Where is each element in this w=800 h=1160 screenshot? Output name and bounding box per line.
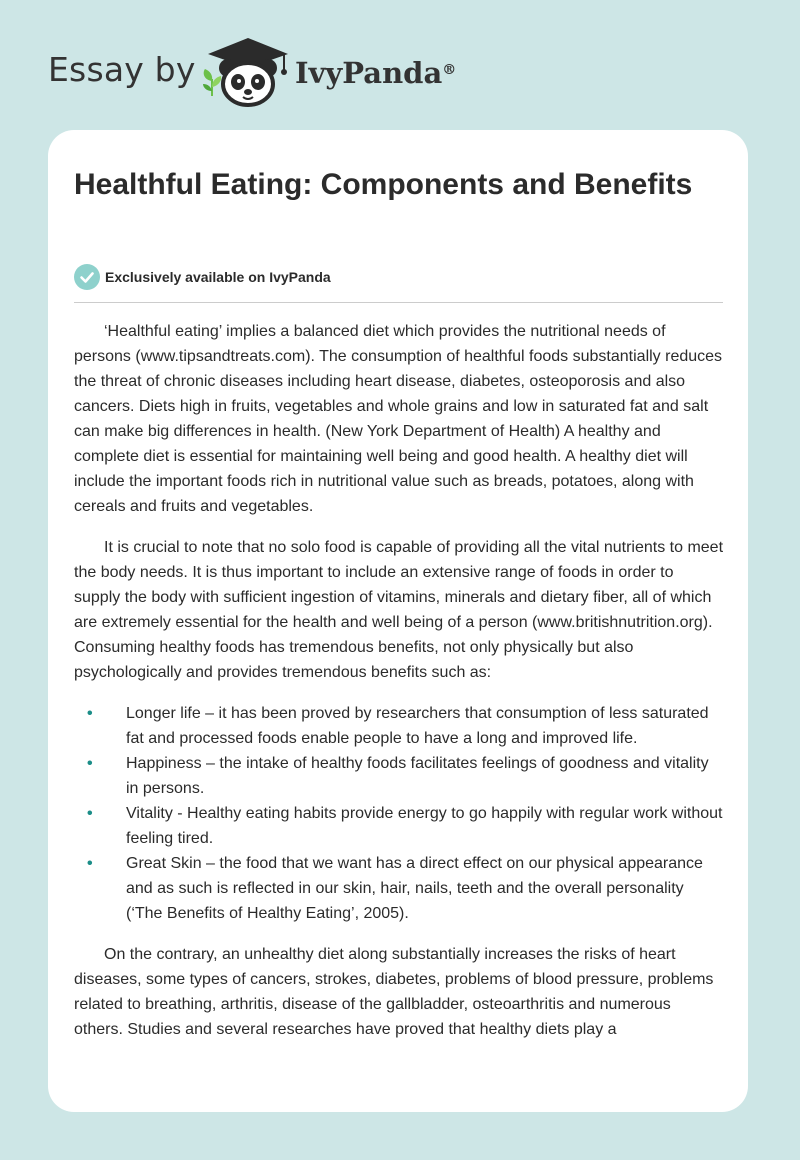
check-circle-icon: [74, 264, 100, 290]
bullet-icon: •: [87, 855, 93, 872]
exclusive-badge-text: Exclusively available on IvyPanda: [105, 269, 331, 285]
list-item-text: Vitality - Healthy eating habits provide energy to go happily with regular work without feeling tired.: [126, 805, 723, 847]
essay-body: [74, 319, 724, 1058]
bullet-icon: •: [87, 755, 93, 772]
divider: [74, 302, 723, 303]
essay-by-label: Essay by: [48, 50, 196, 89]
paragraph: On the contrary, an unhealthy diet along substantially increases the risks of heart diseases, some types of cancers, strokes, diabetes, problems of blood pressure, problems related to breathing, arthritis, disease of the gallbladder, osteoarthritis and numerous others. Studies and several researches have proved that healthy diets play a: [74, 946, 714, 1038]
brand-name[interactable]: [295, 53, 456, 93]
benefits-list: [74, 701, 724, 926]
essay-card: [48, 130, 748, 1112]
exclusive-badge: [74, 263, 331, 291]
panda-logo-icon[interactable]: [204, 36, 292, 108]
list-item: [74, 801, 724, 851]
list-item-text: Happiness – the intake of healthy foods facilitates feelings of goodness and vitality in persons.: [126, 755, 709, 797]
bullet-icon: •: [87, 705, 93, 722]
list-item-text: Great Skin – the food that we want has a direct effect on our physical appearance and as such is reflected in our skin, hair, nails, teeth and the overall personality (‘The Benefits of Healthy Eating’, 2005).: [126, 855, 703, 922]
list-item-text: Longer life – it has been proved by researchers that consumption of less saturated fat and processed foods enable people to have a long and improved life.: [126, 705, 709, 747]
site-header: [0, 0, 800, 130]
registered-mark: ®: [442, 62, 457, 78]
list-item: [74, 751, 724, 801]
page-title: Healthful Eating: Components and Benefits: [74, 168, 693, 201]
paragraph: ‘Healthful eating’ implies a balanced diet which provides the nutritional needs of persons (www.tipsandtreats.com). The consumption of healthful foods substantially reduces the threat of chronic diseases including heart disease, diabetes, osteoporosis and also cancers. Diets high in fruits, vegetables and whole grains and low in saturated fat and salt can make big differences in health. (New York Department of Health) A healthy and complete diet is essential for maintaining well being and good health. A healthy diet will include the important foods rich in nutritional value such as breads, potatoes, along with cereals and fruits and vegetables.: [74, 323, 723, 515]
list-item: [74, 851, 724, 926]
bullet-icon: •: [87, 805, 93, 822]
list-item: [74, 701, 724, 751]
brand-name-text: IvyPanda: [295, 56, 443, 90]
paragraph: It is crucial to note that no solo food is capable of providing all the vital nutrients to meet the body needs. It is thus important to include an extensive range of foods in order to supply the body with sufficient ingestion of vitamins, minerals and dietary fiber, all of which are extremely essential for the health and well being of a person (www.britishnutrition.org). Consuming healthy foods has tremendous benefits, not only physically but also psychologically and provides tremendous benefits such as:: [74, 539, 724, 681]
